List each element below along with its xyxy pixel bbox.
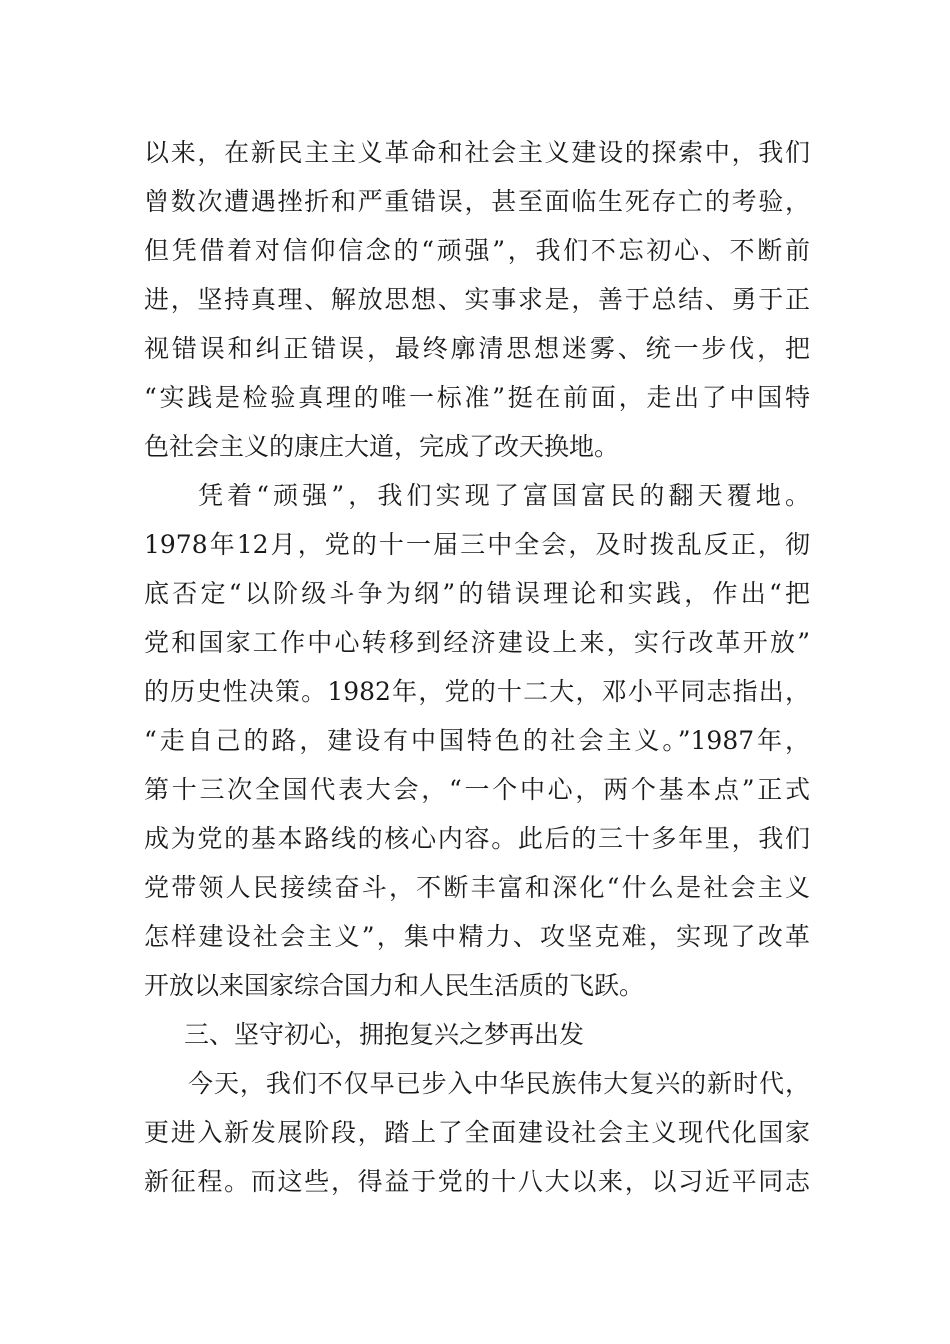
text-line: 怎样建设社会主义”，集中精力、攻坚克难，实现了改革: [144, 922, 810, 951]
text-line: 但凭借着对信仰信念的“顽强”，我们不忘初心、不断前: [144, 236, 810, 265]
document-body: [144, 128, 810, 1206]
text-line: 色社会主义的康庄大道，完成了改天换地。: [144, 432, 620, 461]
text-line: 曾数次遭遇挫折和严重错误，甚至面临生死存亡的考验，: [144, 187, 810, 216]
paragraph-1: [144, 128, 810, 471]
text-line: 开放以来国家综合国力和人民生活质的飞跃。: [144, 971, 645, 1000]
text-line: 成为党的基本路线的核心内容。此后的三十多年里，我们: [144, 824, 810, 853]
text-line: 党带领人民接续奋斗，不断丰富和深化“什么是社会主义: [144, 873, 810, 902]
text-line: 党和国家工作中心转移到经济建设上来，实行改革开放”: [144, 628, 810, 657]
text-line: 视错误和纠正错误，最终廓清思想迷雾、统一步伐，把: [144, 334, 810, 363]
section-heading: [144, 1010, 810, 1059]
text-line: “实践是检验真理的唯一标准”挺在前面，走出了中国特: [144, 383, 810, 412]
text-line: 的历史性决策。1982年，党的十二大，邓小平同志指出，: [144, 677, 810, 706]
paragraph-3: [144, 1059, 810, 1206]
text-line: 以来，在新民主主义革命和社会主义建设的探索中，我们: [144, 138, 810, 167]
text-line: 底否定“以阶级斗争为纲”的错误理论和实践，作出“把: [144, 579, 810, 608]
text-line: 第十三次全国代表大会，“一个中心，两个基本点”正式: [144, 775, 810, 804]
text-line: 进，坚持真理、解放思想、实事求是，善于总结、勇于正: [144, 285, 810, 314]
text-line: 凭着“顽强”，我们实现了富国富民的翻天覆地。: [198, 481, 810, 510]
text-line: 1978年12月，党的十一届三中全会，及时拨乱反正，彻: [144, 530, 810, 559]
section-heading-text: 三、坚守初心，拥抱复兴之梦再出发: [184, 1020, 585, 1049]
text-line: “走自己的路，建设有中国特色的社会主义。”1987年，: [144, 726, 810, 755]
text-line: 更进入新发展阶段，踏上了全面建设社会主义现代化国家: [144, 1118, 810, 1147]
text-line: 新征程。而这些，得益于党的十八大以来，以习近平同志: [144, 1167, 810, 1196]
paragraph-2: [144, 471, 810, 1010]
text-line: 今天，我们不仅早已步入中华民族伟大复兴的新时代，: [188, 1069, 810, 1098]
